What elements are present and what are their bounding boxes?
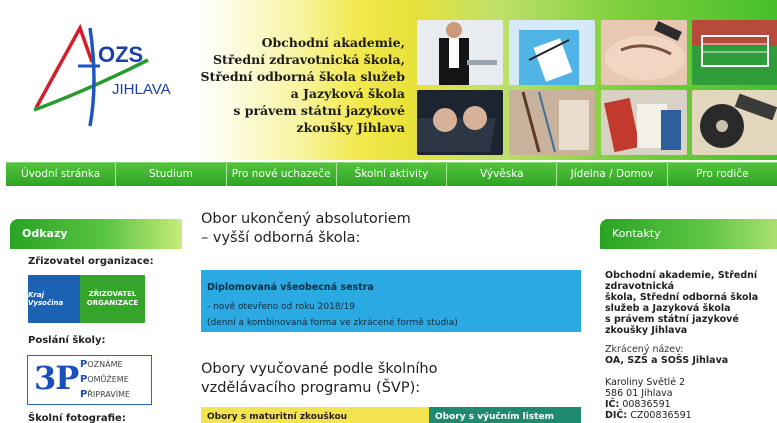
address-city: 586 01 Jihlava xyxy=(605,388,673,399)
mission-line: POMŮŽEME xyxy=(80,374,129,385)
school-title-line: Obchodní akademie, xyxy=(261,35,405,50)
diploma-line: - nově otevřeno od roku 2018/19 xyxy=(207,302,356,312)
nav-item-home[interactable]: Úvodní stránka xyxy=(6,163,116,186)
contact-org-line: zkoušky Jihlava xyxy=(605,325,688,336)
school-title xyxy=(200,34,405,136)
program-tabs xyxy=(201,407,581,423)
diploma-nurse-box[interactable] xyxy=(201,270,581,332)
header-banner xyxy=(0,0,777,160)
finished-title-line: Obor ukončený absolutoriem xyxy=(201,211,411,227)
mission-label: Poslání školy: xyxy=(28,335,106,346)
contact-org-line: s právem státní jazykové xyxy=(605,314,739,325)
school-title-line: s právem státní jazykové xyxy=(233,103,405,118)
main-navigation xyxy=(6,162,777,186)
kraj-logo-line: ZŘIZOVATEL xyxy=(88,290,137,298)
contact-block xyxy=(605,270,777,421)
files-photo xyxy=(601,90,687,155)
sewing-photo xyxy=(509,90,595,155)
nav-item-activities[interactable]: Školní aktivity xyxy=(337,163,447,186)
right-sidebar xyxy=(600,219,777,421)
photo-label: Školní fotografie: xyxy=(28,413,126,423)
logo-text: OZS xyxy=(98,42,144,67)
founder-label: Zřizovatel organizace: xyxy=(28,256,154,267)
tab-maturita[interactable]: Obory s maturitní zkouškou xyxy=(201,407,429,423)
tab-vyucni-list[interactable]: Obory s výučním listem xyxy=(429,407,581,423)
kraj-logo-badge xyxy=(80,275,145,323)
finished-title-line: – vyšší odborná škola: xyxy=(201,230,361,246)
contact-org-name xyxy=(605,270,777,336)
dic-label: DIČ: xyxy=(605,410,628,421)
mission-line: POZNÁME xyxy=(80,359,123,370)
diploma-line: (denní a kombinovaná forma ve zkrácené formě studia) xyxy=(207,318,458,328)
nav-item-applicants[interactable]: Pro nové uchazeče xyxy=(227,163,337,186)
short-name-label: Zkrácený název: xyxy=(605,344,684,355)
contact-org-line: služeb a Jazyková škola xyxy=(605,303,731,314)
mission-3p-banner[interactable] xyxy=(27,355,152,405)
svp-title-line: vzdělávacího programu (ŠVP): xyxy=(201,380,421,396)
school-title-line: Střední zdravotnická škola, xyxy=(213,52,405,67)
ic-row xyxy=(605,399,777,410)
main-content xyxy=(201,210,581,422)
nurse-photo xyxy=(509,20,595,85)
school-logo[interactable] xyxy=(28,22,188,132)
nav-item-study[interactable]: Studium xyxy=(116,163,226,186)
svp-title-line: Obory vyučované podle školního xyxy=(201,361,438,377)
address xyxy=(605,377,777,421)
mission-badge: 3P xyxy=(34,359,79,397)
dic-row xyxy=(605,410,777,421)
mission-line: PŘIPRAVÍME xyxy=(80,389,131,400)
nav-item-parents[interactable]: Pro rodiče xyxy=(696,168,749,180)
short-name: OA, SZŠ a SOŠS Jihlava xyxy=(605,355,729,366)
nav-item-noticeboard[interactable]: Vývěska xyxy=(447,163,557,186)
kraj-logo-line: ORGANIZACE xyxy=(86,299,139,307)
school-title-line: Střední odborná škola služeb xyxy=(200,69,405,84)
svp-title xyxy=(201,360,581,398)
left-sidebar xyxy=(10,219,182,423)
ic-label: IČ: xyxy=(605,399,620,410)
football-photo xyxy=(692,20,777,85)
school-title-line: zkoušky Jihlava xyxy=(296,120,405,135)
ic-value: 00836591 xyxy=(622,399,671,410)
waiter-photo xyxy=(417,20,503,85)
dic-value: CZ00836591 xyxy=(630,410,692,421)
kraj-vysocina-logo[interactable] xyxy=(28,275,145,323)
contact-org-line: škola, Střední odborná škola xyxy=(605,292,759,303)
keyboard-photo xyxy=(417,90,503,155)
diploma-title: Diplomovaná všeobecná sestra xyxy=(207,282,374,293)
school-title-line: a Jazyková škola xyxy=(290,86,405,101)
address-street: Karoliny Světlé 2 xyxy=(605,377,686,388)
contact-org-line: Obchodní akademie, Střední xyxy=(605,270,758,281)
kraj-logo-text: Kraj Vysočina xyxy=(28,275,80,323)
logo-city: JIHLAVA xyxy=(112,81,171,98)
links-heading: Odkazy xyxy=(10,219,182,249)
film-photo xyxy=(692,90,777,155)
contact-org-line: zdravotnická xyxy=(605,281,675,292)
cosmetics-photo xyxy=(601,20,687,85)
nav-item-canteen[interactable]: Jídelna / Domov xyxy=(557,163,667,186)
contacts-heading: Kontakty xyxy=(600,219,777,249)
